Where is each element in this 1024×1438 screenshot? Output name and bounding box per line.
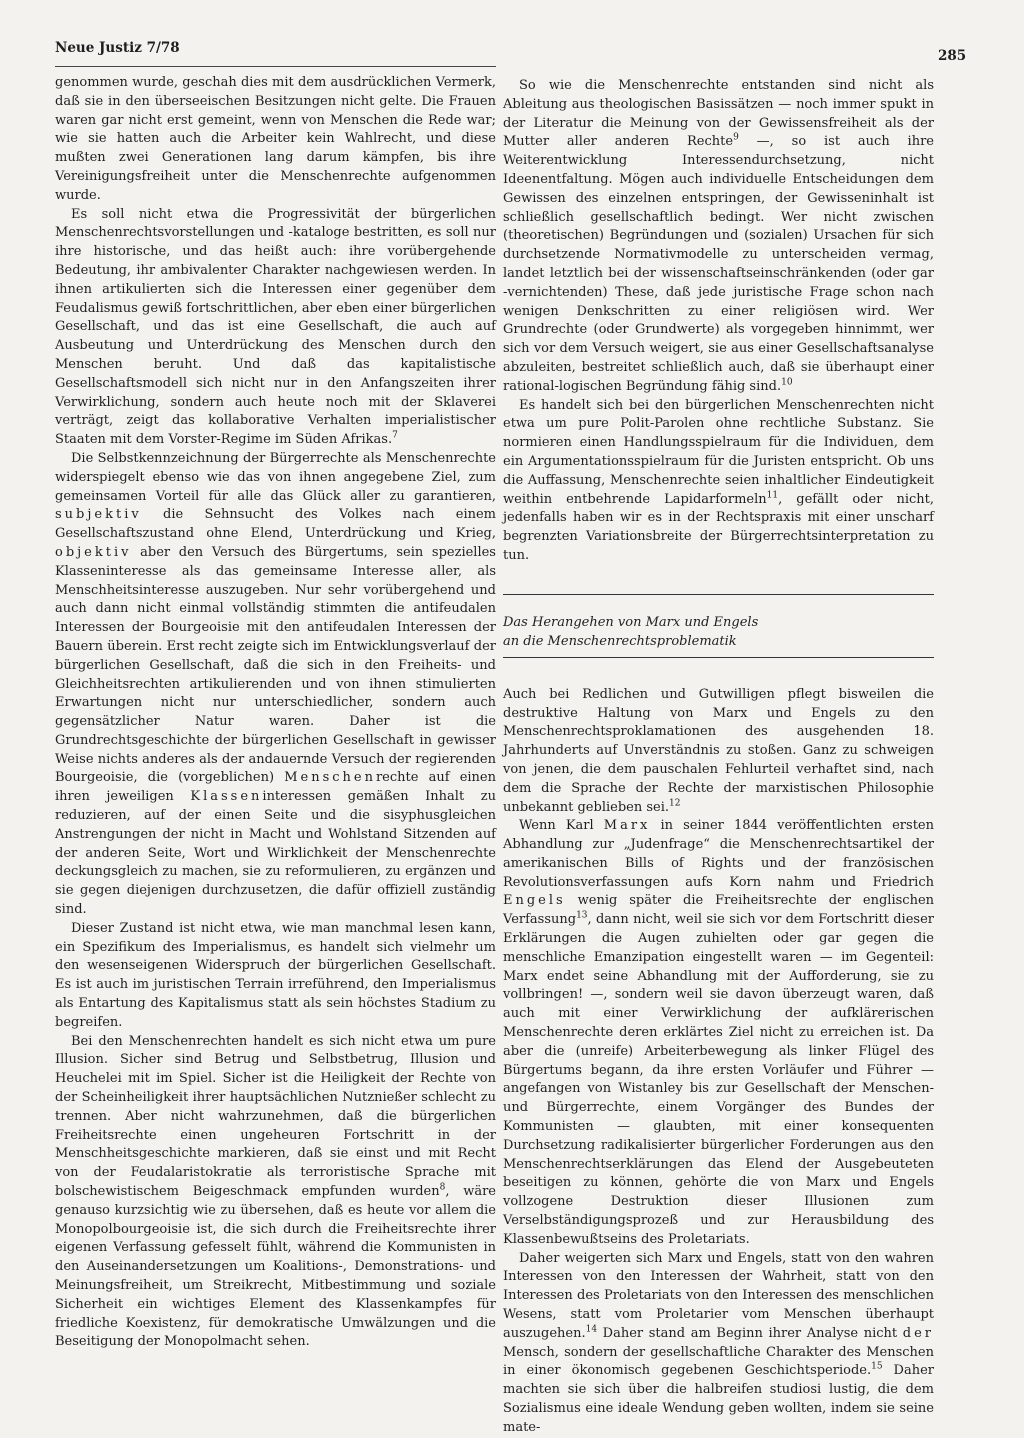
section-heading-line: Das Herangehen von Marx und Engels: [503, 614, 759, 630]
spaced-word: Klassen: [190, 789, 263, 805]
section-rule-top: [503, 594, 934, 595]
spaced-word: Marx: [603, 818, 651, 834]
footnote-ref: 15: [871, 1362, 883, 1373]
header-rule: [55, 66, 496, 67]
running-head: Neue Justiz 7/78: [55, 40, 180, 56]
footnote-ref: 13: [576, 910, 588, 921]
section-heading: [503, 613, 934, 651]
paragraph: Daher weigerten sich Marx und Engels, statt von den wahren Interessen von den Interessen der Wahrheit, statt von den Interessen des Proletariats von den Interessen des menschlichen Wesens, statt vom Proletarier vom Menschen überhaupt auszugehen.$^{14}$ Daher stand am Beginn ihrer Analyse nicht der Mensch, sondern der gesellschaftliche Charakter des Menschen in einer ökonomisch gegebenen Geschichtsperiode.$^{15}$ Daher machten sie sich über die halbreifen studiosi lustig, die dem Sozialismus eine ideale Wendung geben wollten, indem sie seine mate-: [503, 1250, 935, 1435]
footnote-ref: 9: [733, 133, 739, 144]
footnote-ref: 8: [439, 1182, 446, 1193]
spaced-word: der: [902, 1325, 934, 1341]
spaced-word: Engels: [503, 893, 566, 909]
paragraph: Es handelt sich bei den bürgerlichen Menschenrechten nicht etwa um pure Polit-Parolen ohne rechtliche Substanz. Sie normieren einen Handlungsspielraum für die Individuen, dem ein Argumentationsspielraum für die Juristen entspricht. Ob uns die Auffassung, Menschenrechte seien inhaltlicher Eindeutigkeit weithin entbehrende Lapidarformeln$^{11}$, gefällt oder nicht, jedenfalls haben wir es in der Rechtspraxis mit einer unscharf begrenzten Variationsbreite der Bürgerrechtsinterpretation zu tun.: [503, 397, 934, 563]
spaced-word: objektiv: [55, 544, 132, 560]
spacer: [503, 566, 934, 588]
paragraph: Bei den Menschenrechten handelt es sich nicht etwa um pure Illusion. Sicher sind Betrug und Selbstbetrug, Illusion und Heuchelei mit im Spiel. Sicher ist die Heiligkeit der Rechte von der Scheinheiligkeit ihrer hauptsächlichen Nutznießer schlecht zu trennen. Aber nicht wahrzunehmen, daß die bürgerlichen Freiheitsrechte einen ungeheuren Fortschritt in der Menschheitsgeschichte markieren, daß sie einst und mit Recht von der Feudalaristokratie als terroristische Sprache mit bolschewistischem Beigeschmack empfunden wurden$^8$, wäre genauso kurzsichtig wie zu übersehen, daß es heute vor allem die Monopolbourgeoisie ist, die sich durch die Freiheitsrechte ihrer eigenen Verfassung gefesselt fühlt, während die Kommunisten in den Auseinandersetzungen um Koalitions-, Demonstrations- und Meinungsfreiheit, um Streikrecht, Mitbestimmung und soziale Sicherheit ein wichtiges Element des Klassenkampfes für friedliche Koexistenz, für demokratische Umwälzungen und die Beseitigung der Monopolmacht sehen.: [55, 1033, 496, 1350]
footnote-ref: 12: [669, 798, 681, 809]
spacer: [503, 664, 934, 686]
left-column: [55, 74, 496, 1352]
spaced-word: subjektiv: [55, 507, 142, 523]
section-rule-bottom: [503, 657, 934, 658]
spaced-word: Menschen: [284, 770, 376, 786]
footnote-ref: 11: [766, 490, 779, 501]
section-heading-line: an die Menschenrechtsproblematik: [503, 633, 737, 649]
paragraph: Wenn Karl Marx in seiner 1844 veröffentlichten ersten Abhandlung zur „Judenfrage“ die Menschenrechtsartikel der amerikanischen Bills of Rights und der französischen Revolutionsverfassungen aufs Korn nahm und Friedrich Engels wenig später die Freiheitsrechte der englischen Verfassung$^{13}$, dann nicht, weil sie sich vor dem Fortschritt dieser Erklärungen die Augen zuhielten oder gar gegen die menschliche Emanzipation eingestellt waren — im Gegenteil: Marx endet seine Abhandlung mit der Aufforderung, sie zu vollbringen! —, sondern weil sie davon überzeugt waren, daß auch mit einer Verwirklichung der aufklärerischen Menschenrechte deren erklärtes Ziel nicht zu erreichen ist. Da aber die (unreife) Arbeiterbewegung als linker Flügel des Bürgertums begann, da ihre ersten Vorläufer und Führer — angefangen von Wistanley bis zur Gesellschaft der Menschen- und Bürgerrechte, einem Vorgänger des Bundes der Kommunisten — glaubten, mit einer konsequenten Durchsetzung radikalisierter bürgerlicher Forderungen aus den Menschenrechtserklärungen das Elend der Ausgebeuteten beseitigen zu können, gehörte die von Marx und Engels vollzogene Destruktion dieser Illusionen zum Verselbständigungsprozeß und zur Herausbildung des Klassenbewußtseins des Proletariats.: [503, 818, 935, 1247]
footnote-ref: 10: [781, 377, 793, 388]
footnote-ref: 14: [585, 1324, 598, 1335]
footnote-ref: 7: [392, 430, 398, 441]
page-number: 285: [938, 48, 967, 64]
right-column: [503, 77, 934, 1438]
paragraph: Dieser Zustand ist nicht etwa, wie man manchmal lesen kann, ein Spezifikum des Imperialismus, es handelt sich vielmehr um den wesenseigenen Widerspruch der bürgerlichen Gesellschaft. Es ist auch im juristischen Terrain irreführend, den Imperialismus als Entartung des Kapitalismus statt als sein höchstes Stadium zu begreifen.: [55, 920, 496, 1030]
paragraph: Die Selbstkennzeichnung der Bürgerrechte als Menschenrechte widerspiegelt ebenso wie das von ihnen angegebene Ziel, zum gemeinsamen Vorteil für alle das Glück aller zu garantieren, subjektiv die Sehnsucht des Volkes nach einem Gesellschaftszustand ohne Elend, Unterdrückung und Krieg, objektiv aber den Versuch des Bürgertums, sein spezielles Klasseninteresse als das gemeinsame Interesse aller, als Menschheitsinteresse auszugeben. Nur sehr vorübergehend und auch dann nicht einmal vollständig stimmten die antifeudalen Interessen der Bourgeoisie mit den antifeudalen Interessen der Bauern überein. Erst recht zeigte sich im Entwicklungsverlauf der bürgerlichen Gesellschaft, daß die sich in den Freiheits- und Gleichheitsrechten artikulierenden und von ihnen stimulierten Erwartungen nicht nur unterschiedlicher, sondern auch gegensätzlicher Natur waren. Daher ist die Grundrechtsgeschichte der bürgerlichen Gesellschaft in gewisser Weise nichts anderes als der andauernde Versuch der regierenden Bourgeoisie, die (vorgeblichen) Menschenrechte auf einen ihren jeweiligen Klasseninteressen gemäßen Inhalt zu reduzieren, auf der einen Seite und die sisyphusgleichen Anstrengungen der nicht in Macht und Wohlstand Sitzenden auf der anderen Seite, Wort und Wirklichkeit der Menschenrechte deckungsgleich zu machen, sie zu reformulieren, zu ergänzen und sie gegen diejenigen durchzusetzen, die dafür offiziell zuständig sind.: [55, 450, 496, 918]
paragraph: Es soll nicht etwa die Progressivität der bürgerlichen Menschenrechtsvorstellungen und -kataloge bestritten, es soll nur ihre historische, und das heißt auch: ihre vorübergehende Bedeutung, ihr ambivalenter Charakter nachgewiesen werden. In ihnen artikulierten sich die Interessen einer gegenüber dem Feudalismus gewiß fortschrittlichen, aber eben einer bürgerlichen Gesellschaft, und das ist eine Gesellschaft, die auch auf Ausbeutung und Unterdrückung des Menschen durch den Menschen beruht. Und daß das kapitalistische Gesellschaftsmodell sich nicht nur in den Anfangszeiten ihrer Verwirklichung, sondern auch heute noch mit der Sklaverei verträgt, zeigt das kollaborative Verhalten imperialistischer Staaten mit dem Vorster-Regime im Süden Afrikas.$^7$: [55, 206, 496, 448]
paragraph: genommen wurde, geschah dies mit dem ausdrücklichen Vermerk, daß sie in den überseeischen Besitzungen nicht gelte. Die Frauen waren gar nicht erst gemeint, wenn von Menschen die Rede war; wie sie hatten auch die Arbeiter kein Wahlrecht, und diese mußten zwei Generationen lang darum kämpfen, bis ihre Vereinigungsfreiheit unter die Menschenrechte aufgenommen wurde.: [55, 75, 496, 203]
paragraph: So wie die Menschenrechte entstanden sind nicht als Ableitung aus theologischen Basissätzen — noch immer spukt in der Literatur die Meinung von der Gewissensfreiheit als der Mutter aller anderen Rechte$^9$ —, so ist auch ihre Weiterentwicklung Interessendurchsetzung, nicht Ideenentfaltung. Mögen auch individuelle Entscheidungen dem Gewissen des einzelnen entspringen, der Gewisseninhalt ist schließlich gesellschaftlich bedingt. Wer nicht zwischen (theoretischen) Begründungen und (sozialen) Ursachen für sich durchsetzende Normativmodelle zu unterscheiden vermag, landet letztlich bei der wissenschaftseinschränkenden (oder gar -vernichtenden) These, daß jede juristische Frage schon nach wenigen Denkschritten zu einer religiösen wird. Wer Grundrechte (oder Grundwerte) als vorgegeben hinnimmt, wer sich vor dem Versuch weigert, sie aus einer Gesellschaftsanalyse abzuleiten, bestreitet schließlich auch, daß sie überhaupt einer rational-logischen Begründung fähig sind.$^{10}$: [503, 78, 934, 394]
paragraph: Auch bei Redlichen und Gutwilligen pflegt bisweilen die destruktive Haltung von Marx und Engels zu den Menschenrechtsproklamationen des ausgehenden 18. Jahrhunderts auf Unverständnis zu stoßen. Ganz zu schweigen von jenen, die dem pauschalen Fehlurteil verhaftet sind, nach dem die Sprache der Rechte der marxistischen Philosophie unbekannt geblieben sei.$^{12}$: [503, 686, 934, 815]
